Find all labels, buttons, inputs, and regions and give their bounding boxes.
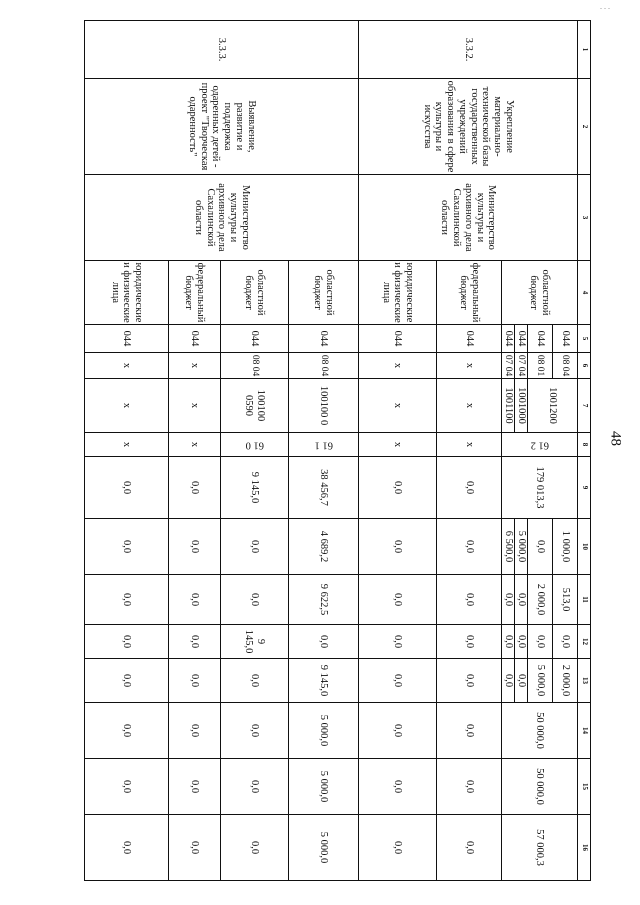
rz-cell: 07 04 [502, 353, 515, 379]
csr-cell: 1001100 [502, 379, 515, 433]
vr-cell: 61 0 [221, 433, 289, 457]
funding-source: юридические и физические лица [359, 261, 437, 325]
executor: Министерство культуры и архивного дела Сахалинской области [85, 175, 359, 261]
value-cell: 0,0 [169, 575, 221, 625]
value-cell: 0,0 [553, 625, 578, 659]
funding-source: областной бюджет [502, 261, 578, 325]
value-cell: 1 000,0 [553, 519, 578, 575]
table-row [289, 21, 359, 881]
vr-cell: х [85, 433, 169, 457]
value-cell: 9 145,0 [221, 625, 289, 659]
value-cell: 0,0 [221, 815, 289, 881]
value-cell: 0,0 [85, 575, 169, 625]
value-cell: 0,0 [515, 625, 528, 659]
rz-cell: х [437, 353, 502, 379]
col-number: 5 [578, 325, 591, 353]
value-cell: 0,0 [528, 625, 553, 659]
funding-source: областной бюджет [221, 261, 289, 325]
csr-cell: х [85, 379, 169, 433]
column-number-row [578, 21, 591, 881]
value-cell: 0,0 [528, 519, 553, 575]
vr-cell: х [169, 433, 221, 457]
value-cell: 0,0 [437, 519, 502, 575]
value-cell: 5 000,0 [289, 703, 359, 759]
value-cell: 0,0 [289, 625, 359, 659]
total-cell: 9 145,0 [221, 457, 289, 519]
value-cell: 4 689,2 [289, 519, 359, 575]
value-cell: 0,0 [221, 759, 289, 815]
measure-code: 3.3.3. [85, 21, 359, 79]
value-cell: 513,0 [553, 575, 578, 625]
value-cell: 0,0 [359, 815, 437, 881]
funding-source: юридические и физические лица [85, 261, 169, 325]
grbs-cell: 044 [359, 325, 437, 353]
value-cell: 0,0 [515, 659, 528, 703]
col-number: 6 [578, 353, 591, 379]
rotated-table-wrapper [86, 20, 591, 880]
csr-cell: 100100 0 [289, 379, 359, 433]
measure-code: 3.3.2. [359, 21, 578, 79]
value-cell: 50 000,0 [502, 703, 578, 759]
value-cell: 5 000,0 [289, 759, 359, 815]
col-number: 11 [578, 575, 591, 625]
value-cell: 0,0 [515, 575, 528, 625]
value-cell: 0,0 [169, 625, 221, 659]
csr-cell: х [437, 379, 502, 433]
total-cell: 179 013,3 [502, 457, 578, 519]
grbs-cell: 044 [515, 325, 528, 353]
total-cell: 0,0 [359, 457, 437, 519]
value-cell: 0,0 [221, 659, 289, 703]
total-cell: 38 456,7 [289, 457, 359, 519]
value-cell: 5 000,0 [528, 659, 553, 703]
value-cell: 9 622,5 [289, 575, 359, 625]
value-cell: 0,0 [221, 703, 289, 759]
funding-source: областной бюджет [289, 261, 359, 325]
value-cell: 0,0 [221, 575, 289, 625]
value-cell: 0,0 [502, 625, 515, 659]
rz-cell: 08 01 [528, 353, 553, 379]
value-cell: 0,0 [221, 519, 289, 575]
col-number: 1 [578, 21, 591, 79]
value-cell: 0,0 [85, 519, 169, 575]
value-cell: 0,0 [85, 815, 169, 881]
funding-source: федеральный бюджет [437, 261, 502, 325]
value-cell: 0,0 [437, 815, 502, 881]
grbs-cell: 044 [221, 325, 289, 353]
value-cell: 0,0 [359, 703, 437, 759]
value-cell: 0,0 [85, 659, 169, 703]
rz-cell: 08 04 [553, 353, 578, 379]
value-cell: 0,0 [169, 703, 221, 759]
col-number: 8 [578, 433, 591, 457]
vr-cell: х [437, 433, 502, 457]
total-cell: 0,0 [437, 457, 502, 519]
value-cell: 0,0 [85, 759, 169, 815]
col-number: 7 [578, 379, 591, 433]
value-cell: 0,0 [359, 759, 437, 815]
value-cell: 5 000,0 [289, 815, 359, 881]
col-number: 9 [578, 457, 591, 519]
col-number: 12 [578, 625, 591, 659]
budget-table [84, 20, 591, 881]
grbs-cell: 044 [289, 325, 359, 353]
page-number: 48 [607, 431, 624, 446]
value-cell: 0,0 [359, 659, 437, 703]
value-cell: 0,0 [359, 519, 437, 575]
value-cell: 0,0 [169, 519, 221, 575]
value-cell: 5 000,0 [515, 519, 528, 575]
col-number: 2 [578, 79, 591, 175]
value-cell: 0,0 [169, 815, 221, 881]
grbs-cell: 044 [553, 325, 578, 353]
funding-source: федеральный бюджет [169, 261, 221, 325]
rz-cell: 07 04 [515, 353, 528, 379]
csr-cell: 100100 0590 [221, 379, 289, 433]
value-cell: 0,0 [437, 625, 502, 659]
rz-cell: 08 04 [221, 353, 289, 379]
measure-name: Выявление, развитие и поддержка одаренных детей - проект "Творческая одаренность" [85, 79, 359, 175]
rz-cell: х [359, 353, 437, 379]
csr-cell: 1001000 [515, 379, 528, 433]
value-cell: 0,0 [359, 625, 437, 659]
col-number: 4 [578, 261, 591, 325]
grbs-cell: 044 [437, 325, 502, 353]
vr-cell: 61 2 [502, 433, 578, 457]
value-cell: 0,0 [359, 575, 437, 625]
value-cell: 0,0 [169, 759, 221, 815]
rz-cell: х [85, 353, 169, 379]
grbs-cell: 044 [169, 325, 221, 353]
value-cell: 0,0 [85, 625, 169, 659]
csr-cell: 1001200 [528, 379, 578, 433]
total-cell: 0,0 [169, 457, 221, 519]
value-cell: 57 000,3 [502, 815, 578, 881]
value-cell: 0,0 [437, 659, 502, 703]
value-cell: 0,0 [437, 759, 502, 815]
rz-cell: х [169, 353, 221, 379]
grbs-cell: 044 [85, 325, 169, 353]
value-cell: 2 000,0 [528, 575, 553, 625]
executor: Министерство культуры и архивного дела Сахалинской области [359, 175, 578, 261]
csr-cell: х [359, 379, 437, 433]
col-number: 3 [578, 175, 591, 261]
value-cell: 0,0 [85, 703, 169, 759]
col-number: 10 [578, 519, 591, 575]
grbs-cell: 044 [502, 325, 515, 353]
col-number: 13 [578, 659, 591, 703]
value-cell: 0,0 [437, 703, 502, 759]
total-cell: 0,0 [85, 457, 169, 519]
value-cell: 50 000,0 [502, 759, 578, 815]
value-cell: 0,0 [502, 575, 515, 625]
col-number: 14 [578, 703, 591, 759]
csr-cell: х [169, 379, 221, 433]
value-cell: 0,0 [437, 575, 502, 625]
vr-cell: 61 1 [289, 433, 359, 457]
rz-cell: 08 04 [289, 353, 359, 379]
table-row [553, 21, 578, 881]
value-cell: 9 145,0 [289, 659, 359, 703]
col-number: 16 [578, 815, 591, 881]
value-cell: 6 500,0 [502, 519, 515, 575]
vr-cell: х [359, 433, 437, 457]
value-cell: 0,0 [502, 659, 515, 703]
value-cell: 0,0 [169, 659, 221, 703]
value-cell: 2 000,0 [553, 659, 578, 703]
scan-mark: . . . [600, 2, 610, 11]
grbs-cell: 044 [528, 325, 553, 353]
measure-name: Укрепление материально-технической базы государственных учреждений образования в сфере культуры и искусства [359, 79, 578, 175]
col-number: 15 [578, 759, 591, 815]
